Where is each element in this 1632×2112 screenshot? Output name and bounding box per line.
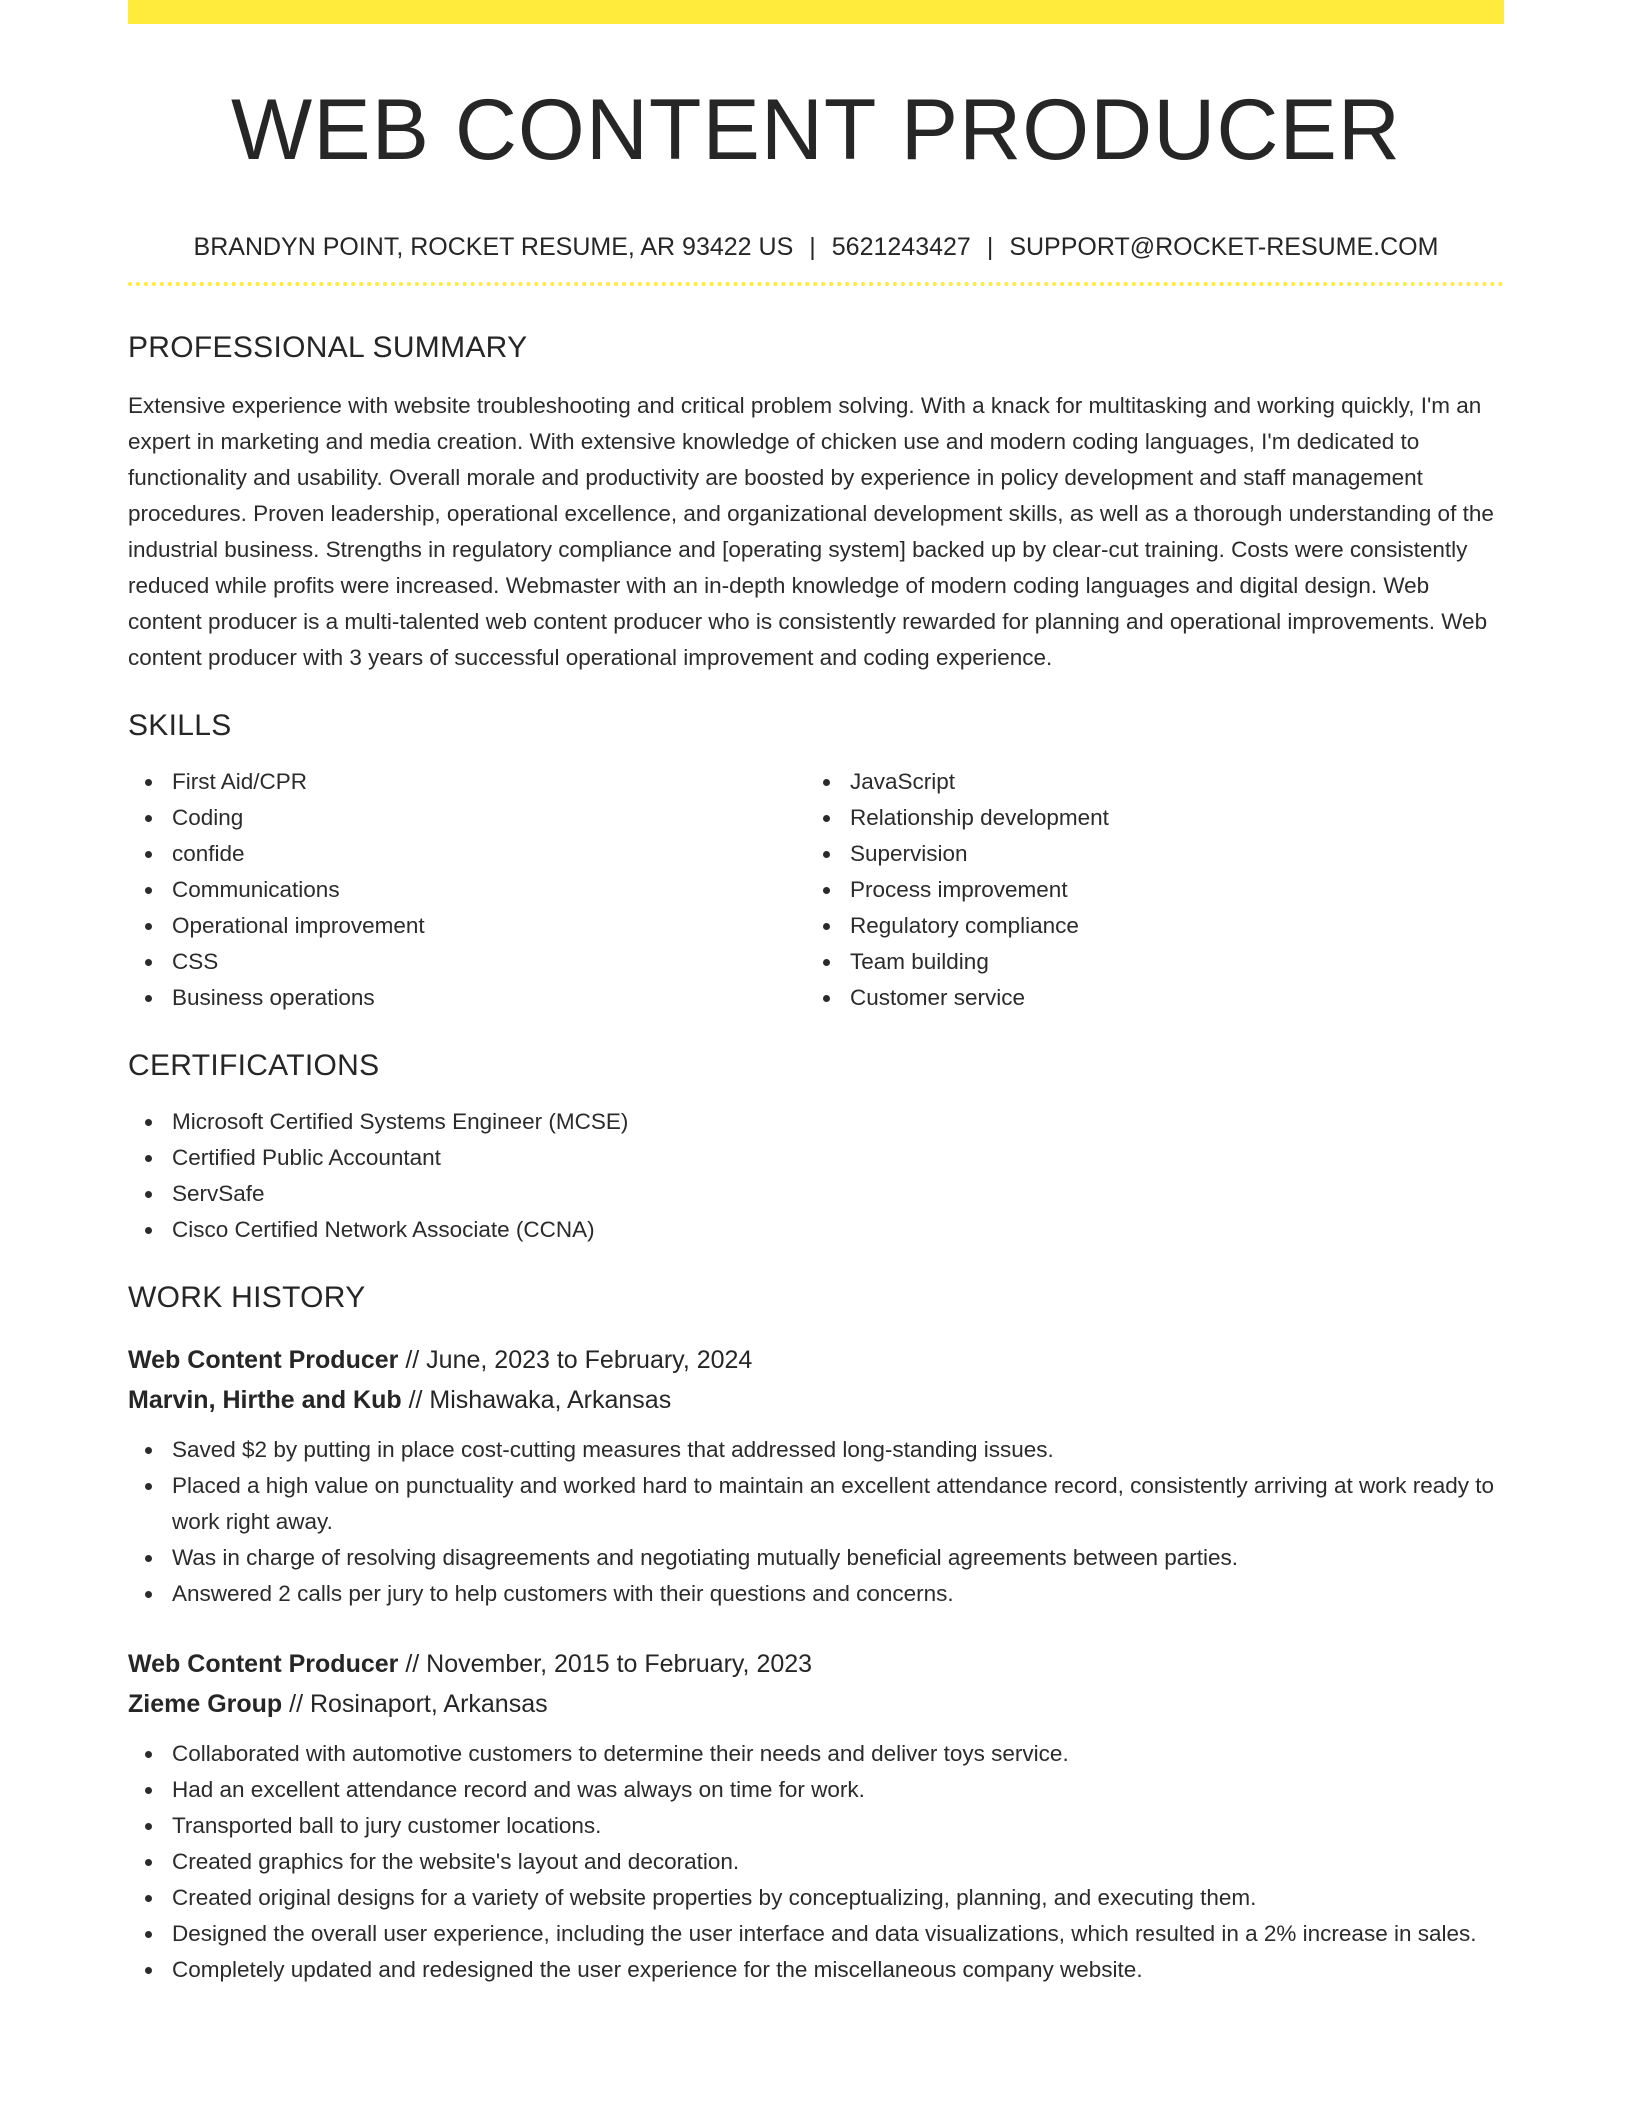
job-role: Web Content Producer [128, 1346, 399, 1374]
job-dates: // November, 2015 to February, 2023 [405, 1650, 813, 1678]
job-role-line [128, 1644, 1504, 1684]
list-item: Was in charge of resolving disagreements and negotiating mutually beneficial agreements between parties. [128, 1540, 1504, 1576]
job-role-line [128, 1340, 1504, 1380]
list-item: Microsoft Certified Systems Engineer (MCSE) [128, 1104, 1504, 1140]
contact-separator: | [809, 233, 816, 261]
list-item: Cisco Certified Network Associate (CCNA) [128, 1212, 1504, 1248]
list-item: Collaborated with automotive customers to determine their needs and deliver toys service. [128, 1736, 1504, 1772]
list-item: Designed the overall user experience, including the user interface and data visualizations, which resulted in a 2% increase in sales. [128, 1916, 1504, 1952]
contact-phone: 5621243427 [831, 233, 971, 261]
list-item: Certified Public Accountant [128, 1140, 1504, 1176]
job-role: Web Content Producer [128, 1650, 399, 1678]
skills-list-left [128, 764, 806, 1016]
job-dates: // June, 2023 to February, 2024 [405, 1346, 753, 1374]
list-item: Team building [806, 944, 1484, 980]
list-item: confide [128, 836, 806, 872]
list-item: Supervision [806, 836, 1484, 872]
job-bullets [128, 1736, 1504, 1988]
skills-list-right [806, 764, 1484, 1016]
list-item: Created original designs for a variety of website properties by conceptualizing, planning, and executing them. [128, 1880, 1504, 1916]
list-item: Saved $2 by putting in place cost-cutting measures that addressed long-standing issues. [128, 1432, 1504, 1468]
work-history-section [128, 1278, 1504, 1988]
list-item: Communications [128, 872, 806, 908]
list-item: ServSafe [128, 1176, 1504, 1212]
list-item: Transported ball to jury customer locations. [128, 1808, 1504, 1844]
resume-page [128, 0, 1504, 2112]
job-location: // Mishawaka, Arkansas [408, 1386, 672, 1414]
list-item: Operational improvement [128, 908, 806, 944]
list-item: Placed a high value on punctuality and worked hard to maintain an excellent attendance record, consistently arriving at work ready to work right away. [128, 1468, 1504, 1540]
list-item: Regulatory compliance [806, 908, 1484, 944]
list-item: JavaScript [806, 764, 1484, 800]
list-item: Created graphics for the website's layout and decoration. [128, 1844, 1504, 1880]
job-company: Marvin, Hirthe and Kub [128, 1386, 402, 1414]
list-item: Business operations [128, 980, 806, 1016]
job-entry [128, 1340, 1504, 1612]
job-location: // Rosinaport, Arkansas [289, 1690, 548, 1718]
list-item: Customer service [806, 980, 1484, 1016]
work-history-heading: WORK HISTORY [128, 1281, 366, 1314]
list-item: Coding [128, 800, 806, 836]
list-item: Had an excellent attendance record and was always on time for work. [128, 1772, 1504, 1808]
job-company: Zieme Group [128, 1690, 283, 1718]
contact-line [128, 230, 1504, 264]
job-company-line [128, 1684, 1504, 1724]
skills-grid [128, 764, 1504, 1016]
certifications-section [128, 1046, 1504, 1248]
dotted-divider [128, 282, 1504, 286]
list-item: Completely updated and redesigned the user experience for the miscellaneous company website. [128, 1952, 1504, 1988]
contact-separator: | [986, 233, 994, 261]
summary-heading: PROFESSIONAL SUMMARY [128, 331, 528, 364]
skills-heading: SKILLS [128, 709, 232, 742]
certifications-heading: CERTIFICATIONS [128, 1049, 380, 1082]
list-item: Answered 2 calls per jury to help customers with their questions and concerns. [128, 1576, 1504, 1612]
resume-title: WEB CONTENT PRODUCER [231, 82, 1401, 178]
contact-email: SUPPORT@ROCKET-RESUME.COM [1009, 233, 1439, 261]
list-item: First Aid/CPR [128, 764, 806, 800]
job-company-line [128, 1380, 1504, 1420]
skills-section [128, 706, 1504, 1016]
list-item: Relationship development [806, 800, 1484, 836]
list-item: Process improvement [806, 872, 1484, 908]
job-bullets [128, 1432, 1504, 1612]
summary-text: Extensive experience with website troubleshooting and critical problem solving. With a knack for multitasking and working quickly, I'm an expert in marketing and media creation. With extensive knowledge of chicken use and modern coding languages, I'm dedicated to functionality and usability. Overall morale and productivity are boosted by experience in policy development and staff management procedures. Proven leadership, operational excellence, and organizational development skills, as well as a thorough understanding of the industrial business. Strengths in regulatory compliance and [operating system] backed up by clear-cut training. Costs were consistently reduced while profits were increased. Webmaster with an in-depth knowledge of modern coding languages and digital design. Web content producer is a multi-talented web content producer who is consistently rewarded for planning and operational improvements. Web content producer with 3 years of successful operational improvement and coding experience. [128, 393, 1494, 670]
list-item: CSS [128, 944, 806, 980]
contact-address: BRANDYN POINT, ROCKET RESUME, AR 93422 US [193, 233, 794, 261]
job-entry [128, 1644, 1504, 1988]
accent-bar [128, 0, 1504, 24]
certifications-list [128, 1104, 1504, 1248]
